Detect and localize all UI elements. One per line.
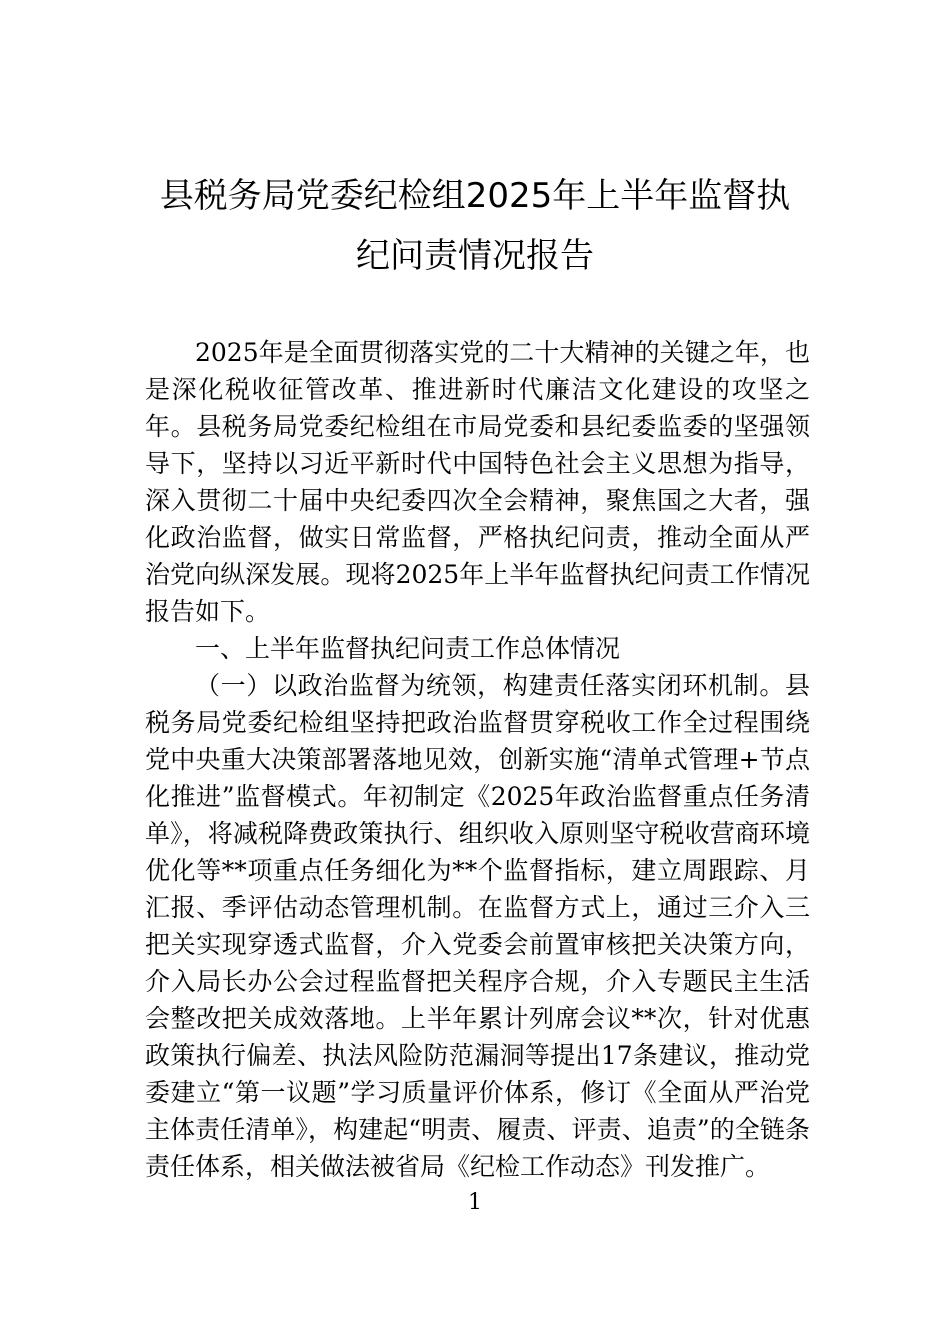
page-number: 1 — [468, 1190, 482, 1215]
intro-paragraph: 2025年是全面贯彻落实党的二十大精神的关键之年，也是深化税收征管改革、推进新时代廉洁文化建设的攻坚之年。县税务局党委纪检组在市局党委和县纪委监委的坚强领导下，坚持以习近平新时代中国特色社会主义思想为指导，深入贯彻二十届中央纪委四次全会精神，聚焦国之大者，强化政治监督，做实日常监督，严格执纪问责，推动全面从严治党向纵深发展。现将2025年上半年监督执纪问责工作情况报告如下。 — [145, 338, 810, 626]
title-line-2: 纪问责情况报告 — [356, 236, 594, 276]
subsection-paragraph-1: （一）以政治监督为统领，构建责任落实闭环机制。县税务局党委纪检组坚持把政治监督贯穿税收工作全过程围绕党中央重大决策部署落地见效，创新实施“清单式管理+节点化推进”监督模式。年初制定《2025年政治监督重点任务清单》，将减税降费政策执行、组织收入原则坚守税收营商环境优化等**项重点任务细化为**个监督指标，建立周跟踪、月汇报、季评估动态管理机制。在监督方式上，通过三介入三把关实现穿透式监督，介入党委会前置审核把关决策方向，介入局长办公会过程监督把关程序合规，介入专题民主生活会整改把关成效落地。上半年累计列席会议**次，针对优惠政策执行偏差、执法风险防范漏洞等提出17条建议，推动党委建立“第一议题”学习质量评价体系，修订《全面从严治党主体责任清单》，构建起“明责、履责、评责、追责”的全链条责任体系，相关做法被省局《纪检工作动态》刊发推广。 — [145, 671, 810, 1181]
document-body — [145, 334, 810, 1185]
document-title — [120, 166, 830, 286]
section-heading-1: 一、上半年监督执纪问责工作总体情况 — [195, 634, 621, 663]
title-line-1: 县税务局党委纪检组2025年上半年监督执 — [159, 176, 791, 216]
